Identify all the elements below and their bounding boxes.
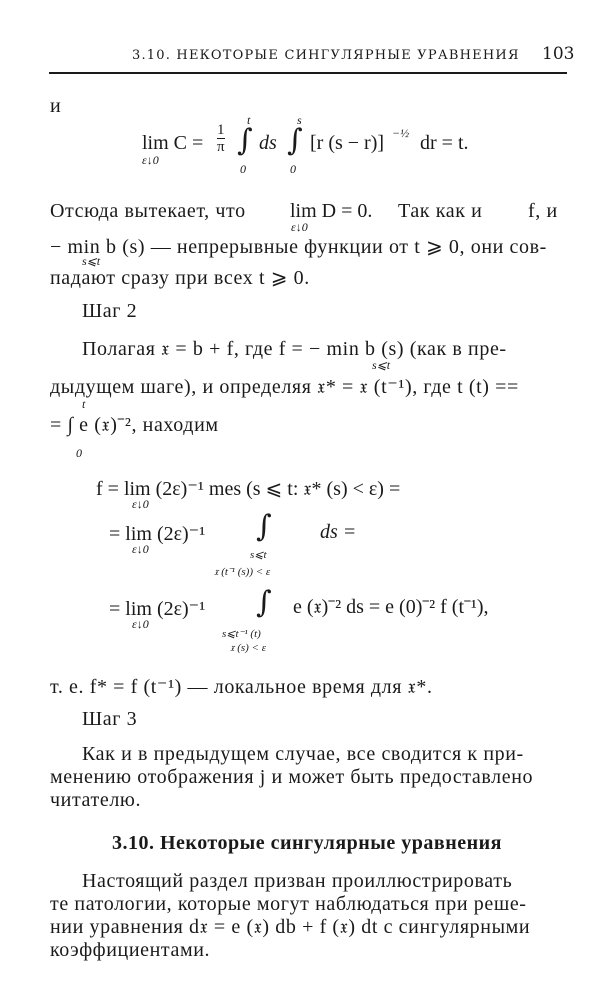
para2-line2: − min b (s) — непрерывные функции от t ⩾ 0, они сов- xyxy=(50,236,547,258)
formula2-row2a: = lim (2ε)⁻¹ xyxy=(109,523,206,545)
integral1-sign: ∫ xyxy=(237,123,253,158)
formula1-int1-lower: 0 xyxy=(240,162,246,176)
para2-line1c: f, и xyxy=(528,200,558,222)
step2-title: Шаг 2 xyxy=(82,300,138,322)
formula2-row3-int-sub1: s⩽t⁻¹ (t) xyxy=(222,628,261,640)
formula2-row1: f = lim (2ε)⁻¹ mes (s ⩽ t: 𝔵* (s) < ε) = xyxy=(96,478,401,500)
formula1-frac-num: 1 xyxy=(217,122,225,138)
formula1-lim: lim C = xyxy=(142,132,204,154)
para6-line1: Настоящий раздел призван проиллюстрировать xyxy=(82,870,513,892)
formula1-lim-sub: ε↓0 xyxy=(142,153,159,167)
conjunction-text: и xyxy=(50,95,62,117)
para3-line2: дыдущем шаге), и определяя 𝔵* = 𝔵 (t⁻¹), где t (t) == xyxy=(50,376,519,398)
integral2-sign: ∫ xyxy=(287,123,303,158)
para5-line1: Как и в предыдущем случае, все сводится к при- xyxy=(82,743,524,765)
para5-line2: менению отображения j и может быть предоставлено xyxy=(50,766,534,788)
para2-line3: падают сразу при всех t ⩾ 0. xyxy=(50,267,310,289)
formula2-row2-int-sub1: s⩽t xyxy=(250,549,267,561)
formula2-row2-sub: ε↓0 xyxy=(132,542,149,556)
formula1-int2-upper: s xyxy=(297,113,302,127)
header-rule xyxy=(49,72,567,74)
formula2-row2-int-sub2: 𝔵 (t⁻¹ (s)) < ε xyxy=(214,566,271,578)
formula2-row2-integral: ∫ xyxy=(256,509,272,544)
formula2-row1-sub: ε↓0 xyxy=(132,497,149,511)
formula2-row3-integral: ∫ xyxy=(256,585,272,620)
para2-line1a: Отсюда вытекает, что xyxy=(50,200,246,222)
para3-line3: = ∫ e (𝔵)⁻², находим xyxy=(50,414,219,436)
para3-int-lower: 0 xyxy=(76,446,82,460)
running-title: 3.10. НЕКОТОРЫЕ СИНГУЛЯРНЫЕ УРАВНЕНИЯ xyxy=(132,48,520,63)
formula1-exponent: −½ xyxy=(392,126,410,140)
para6-line2: те патологии, которые могут наблюдаться при реше- xyxy=(50,893,527,915)
para3-line1: Полагая 𝔵 = b + f, где f = − min b (s) (как в пре- xyxy=(82,338,507,360)
para2-line2-sub: s⩽t xyxy=(82,254,101,268)
formula2-row3-int-sub2: 𝔵 (s) < ε xyxy=(230,642,267,654)
para6-line4: коэффициентами. xyxy=(50,939,211,961)
para2-line1-lim-sub: ε↓0 xyxy=(291,220,308,234)
formula1-frac-den: π xyxy=(217,139,225,155)
step3-title: Шаг 3 xyxy=(82,708,138,730)
formula2-row3a: = lim (2ε)⁻¹ xyxy=(109,598,206,620)
formula1-ds: ds xyxy=(259,132,277,154)
formula2-row2b: ds = xyxy=(320,521,357,543)
formula2-row3-sub: ε↓0 xyxy=(132,617,149,631)
formula1-fraction xyxy=(217,122,225,155)
para3-int-upper: t xyxy=(82,397,86,411)
section-heading: 3.10. Некоторые сингулярные уравнения xyxy=(112,832,502,854)
formula1-tail: dr = t. xyxy=(420,132,469,154)
para5-line3: читателю. xyxy=(50,789,142,811)
para4-text: т. е. f* = f (t⁻¹) — локальное время для 𝔵*. xyxy=(50,676,433,698)
page-number: 103 xyxy=(542,44,575,64)
formula1-int1-upper: t xyxy=(247,113,251,127)
formula2-row3b: e (𝔵)⁻² ds = e (0)⁻² f (t⁻¹), xyxy=(293,596,489,618)
formula1-integrand: [r (s − r)] xyxy=(310,132,385,154)
formula1-int2-lower: 0 xyxy=(290,162,296,176)
para2-line1b: Так как и xyxy=(398,200,483,222)
para6-line3: нии уравнения d𝔵 = e (𝔵) db + f (𝔵) dt с сингулярными xyxy=(50,916,531,938)
para2-line1-lim: lim D = 0. xyxy=(290,200,373,222)
para3-line1-sub: s⩽t xyxy=(372,358,391,372)
